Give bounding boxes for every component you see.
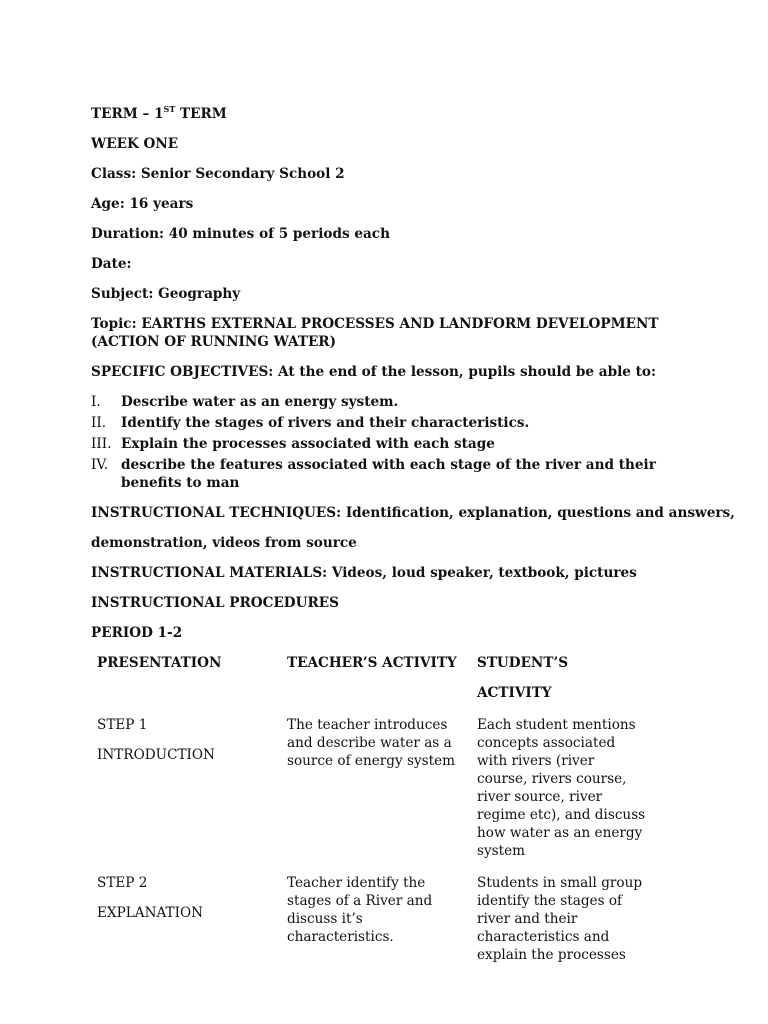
week-line: WEEK ONE	[91, 136, 179, 152]
materials-line: INSTRUCTIONAL MATERIALS: Videos, loud speaker, textbook, pictures	[91, 565, 637, 581]
objective-numeral: II.	[91, 415, 107, 431]
date-line: Date:	[91, 256, 132, 272]
step-number: STEP 2	[97, 875, 148, 891]
teacher-activity-cell: The teacher introduces and describe water as a source of energy system	[287, 717, 456, 769]
period-heading: PERIOD 1-2	[91, 625, 183, 641]
step-cell	[91, 874, 281, 964]
step-name: EXPLANATION	[97, 905, 204, 921]
objective-item	[91, 414, 679, 432]
header-student-activity	[471, 654, 646, 702]
duration-line: Duration: 40 minutes of 5 periods each	[91, 226, 390, 242]
table-header-row	[91, 654, 646, 702]
row-spacer	[91, 860, 646, 874]
class-line: Class: Senior Secondary School 2	[91, 166, 345, 182]
header-student-line-1: STUDENT’S	[477, 655, 569, 671]
term-prefix: TERM – 1	[91, 106, 164, 122]
header-teacher-activity: TEACHER’S ACTIVITY	[287, 655, 457, 671]
teacher-activity-cell: Teacher identify the stages of a River and discuss it’s characteristics.	[287, 875, 433, 945]
lesson-table	[91, 654, 646, 964]
row-spacer	[91, 702, 646, 716]
objective-text: Describe water as an energy system.	[121, 394, 399, 410]
age-line: Age: 16 years	[91, 196, 194, 212]
table-row	[91, 716, 646, 860]
objective-item	[91, 435, 679, 453]
table-row	[91, 874, 646, 964]
objective-text: Identify the stages of rivers and their characteristics.	[121, 415, 530, 431]
procedures-heading: INSTRUCTIONAL PROCEDURES	[91, 595, 339, 611]
objectives-list	[91, 393, 708, 492]
techniques-line-1: INSTRUCTIONAL TECHNIQUES: Identification, explanation, questions and answers,	[91, 505, 735, 521]
header-student-line-2: ACTIVITY	[477, 685, 552, 701]
techniques-line-2: demonstration, videos from source	[91, 535, 357, 551]
student-activity-cell: Each student mentions concepts associated with rivers (river course, rivers course, river source, river regime etc), and discuss how water as an energy system	[477, 717, 646, 859]
step-name: INTRODUCTION	[97, 747, 215, 763]
objective-item	[91, 393, 679, 411]
objective-item	[91, 456, 679, 492]
objective-numeral: IV.	[91, 457, 109, 473]
subject-line: Subject: Geography	[91, 286, 241, 302]
objective-text: Explain the processes associated with each stage	[121, 436, 495, 452]
student-activity-cell: Students in small group identify the stages of river and their characteristics and explain the processes	[477, 875, 643, 963]
topic-line: Topic: EARTHS EXTERNAL PROCESSES AND LANDFORM DEVELOPMENT (ACTION OF RUNNING WATER)	[91, 316, 659, 350]
term-ordinal-suffix: ST	[163, 104, 176, 114]
step-cell	[91, 716, 281, 860]
objective-numeral: III.	[91, 436, 112, 452]
header-presentation: PRESENTATION	[97, 655, 222, 671]
objectives-heading: SPECIFIC OBJECTIVES: At the end of the lesson, pupils should be able to:	[91, 364, 656, 380]
objective-text: describe the features associated with each stage of the river and their benefits to man	[121, 457, 656, 491]
term-line	[91, 105, 708, 123]
objective-numeral: I.	[91, 394, 101, 410]
term-suffix: TERM	[175, 106, 227, 122]
step-number: STEP 1	[97, 717, 148, 733]
